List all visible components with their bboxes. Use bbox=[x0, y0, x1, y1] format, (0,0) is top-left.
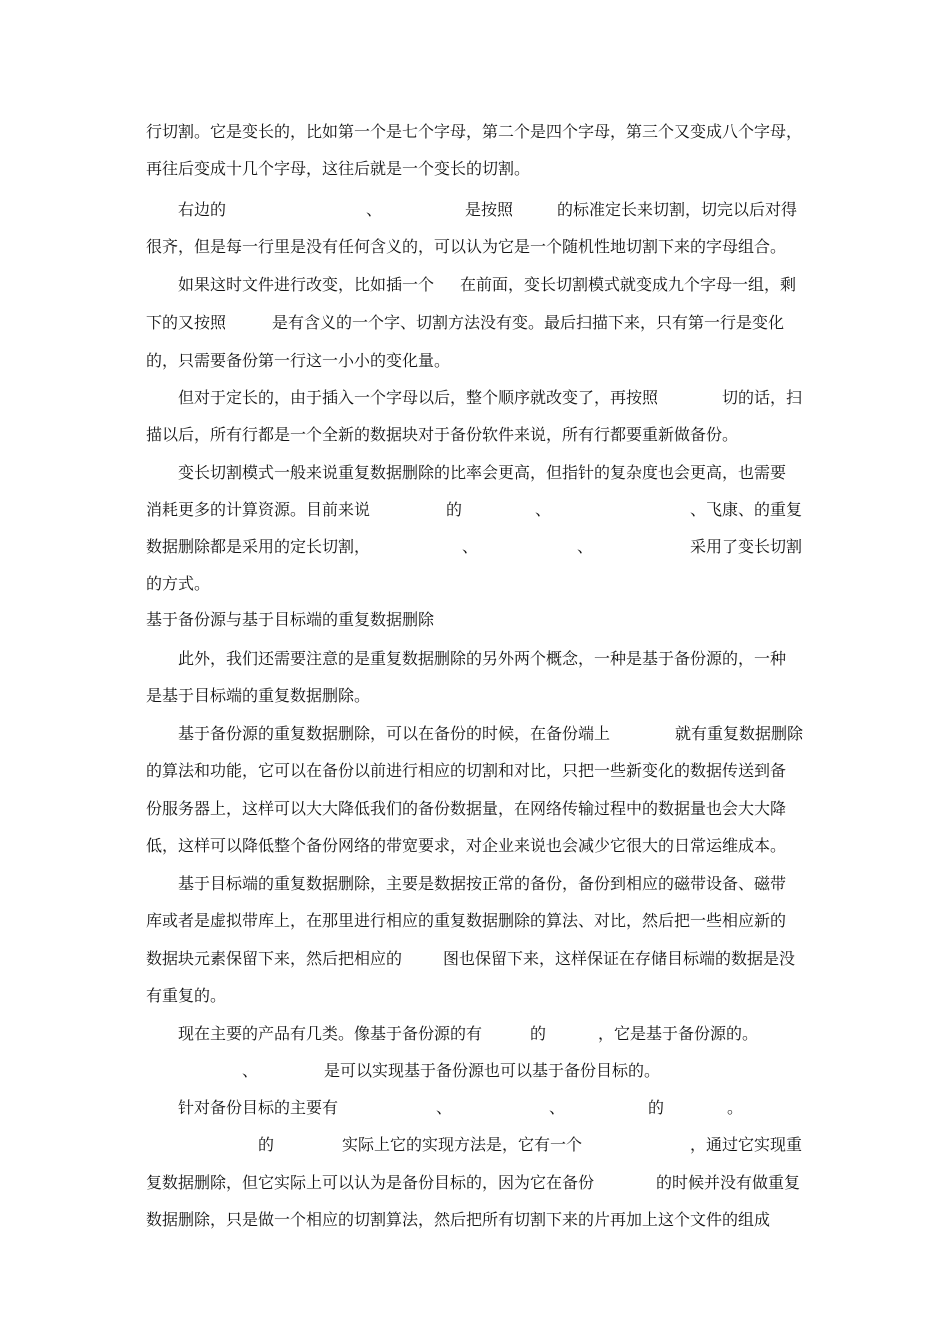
text-line bbox=[0, 570, 211, 598]
text-segment: 采用了变长切割 bbox=[690, 537, 803, 556]
text-segment: 数据删除，只是做一个相应的切割算法，然后把所有切割下来的片再加上这个文件的组成 bbox=[146, 1210, 771, 1229]
text-line bbox=[0, 1131, 803, 1159]
text-line bbox=[0, 832, 787, 860]
text-segment: 实际上它的实现方法是，它有一个 bbox=[342, 1135, 583, 1154]
text-line bbox=[0, 907, 787, 935]
text-line bbox=[0, 533, 803, 561]
text-segment: 再往后变成十几个字母，这往后就是一个变长的切割。 bbox=[146, 159, 531, 178]
text-line bbox=[0, 118, 803, 146]
text-segment: 描以后，所有行都是一个全新的数据块对于备份软件来说，所有行都要重新做备份。 bbox=[146, 425, 739, 444]
text-line bbox=[0, 645, 787, 673]
text-segment: 在前面，变长切割模式就变成九个字母一组，剩 bbox=[460, 275, 797, 294]
text-line bbox=[0, 155, 531, 183]
text-segment: 下的又按照 bbox=[146, 313, 227, 332]
text-segment: 、 bbox=[462, 537, 479, 556]
text-line bbox=[0, 309, 785, 337]
text-segment: 、 bbox=[366, 200, 383, 219]
text-segment: 是基于目标端的重复数据删除。 bbox=[146, 686, 371, 705]
section-heading-text: 基于备份源与基于目标端的重复数据删除 bbox=[146, 610, 435, 629]
text-segment: 针对备份目标的主要有 bbox=[178, 1098, 339, 1117]
text-line bbox=[0, 496, 803, 524]
text-line bbox=[0, 945, 796, 973]
text-segment: 数据删除都是采用的定长切割， bbox=[146, 537, 371, 556]
text-segment: ，通过它实现重 bbox=[690, 1135, 803, 1154]
text-segment: 的方式。 bbox=[146, 574, 211, 593]
text-segment: 变长切割模式一般来说重复数据删除的比率会更高，但指针的复杂度也会更高，也需要 bbox=[178, 463, 787, 482]
text-segment: 的，只需要备份第一行这一小小的变化量。 bbox=[146, 351, 451, 370]
text-segment: 有重复的。 bbox=[146, 986, 227, 1005]
text-segment: 份服务器上，这样可以大大降低我们的备份数据量，在网络传输过程中的数据量也会大大降 bbox=[146, 799, 787, 818]
text-segment: 消耗更多的计算资源。目前来说 bbox=[146, 500, 371, 519]
text-line bbox=[0, 1057, 661, 1085]
section-heading bbox=[0, 606, 435, 634]
text-segment: 的 bbox=[446, 500, 463, 519]
text-line bbox=[0, 233, 787, 261]
text-line bbox=[0, 1094, 744, 1122]
text-line bbox=[0, 1206, 771, 1234]
text-segment: ，它是基于备份源的。 bbox=[598, 1024, 759, 1043]
text-line bbox=[0, 1020, 759, 1048]
text-segment: 是按照 bbox=[465, 200, 514, 219]
text-line bbox=[0, 757, 787, 785]
text-segment: 的时候并没有做重复 bbox=[656, 1173, 801, 1192]
text-segment: 、 bbox=[549, 1098, 566, 1117]
text-line bbox=[0, 421, 739, 449]
text-segment: 。 bbox=[727, 1098, 744, 1117]
text-segment: 此外，我们还需要注意的是重复数据删除的另外两个概念，一种是基于备份源的，一种 bbox=[178, 649, 787, 668]
text-line bbox=[0, 682, 371, 710]
text-segment: 是可以实现基于备份源也可以基于备份目标的。 bbox=[324, 1061, 661, 1080]
text-segment: 的 bbox=[530, 1024, 547, 1043]
text-segment: 、 bbox=[436, 1098, 453, 1117]
text-line bbox=[0, 795, 787, 823]
text-segment: 低，这样可以降低整个备份网络的带宽要求，对企业来说也会减少它很大的日常运维成本。 bbox=[146, 836, 787, 855]
text-segment: 是有含义的一个字、切割方法没有变。最后扫描下来，只有第一行是变化 bbox=[272, 313, 785, 332]
text-segment: 右边的 bbox=[178, 200, 227, 219]
text-segment: 切的话，扫 bbox=[722, 388, 803, 407]
text-segment: 的 bbox=[648, 1098, 665, 1117]
text-line bbox=[0, 347, 451, 375]
text-segment: 基于目标端的重复数据删除，主要是数据按正常的备份，备份到相应的磁带设备、磁带 bbox=[178, 874, 787, 893]
text-line bbox=[0, 271, 797, 299]
text-segment: 、 bbox=[577, 537, 594, 556]
text-segment: 但对于定长的，由于插入一个字母以后，整个顺序就改变了，再按照 bbox=[178, 388, 659, 407]
text-segment: 的标准定长来切割，切完以后对得 bbox=[557, 200, 798, 219]
text-segment: 很齐，但是每一行里是没有任何含义的，可以认为它是一个随机性地切割下来的字母组合。 bbox=[146, 237, 787, 256]
text-segment: 的 bbox=[258, 1135, 275, 1154]
text-line bbox=[0, 982, 227, 1010]
text-segment: 就有重复数据删除 bbox=[675, 724, 804, 743]
text-segment: 图也保留下来，这样保证在存储目标端的数据是没 bbox=[443, 949, 796, 968]
text-segment: 、飞康、的重复 bbox=[690, 500, 803, 519]
text-segment: 现在主要的产品有几类。像基于备份源的有 bbox=[178, 1024, 483, 1043]
text-segment: 复数据删除，但它实际上可以认为是备份目标的，因为它在备份 bbox=[146, 1173, 595, 1192]
text-line bbox=[0, 870, 787, 898]
text-segment: 、 bbox=[242, 1061, 259, 1080]
text-segment: 的算法和功能，它可以在备份以前进行相应的切割和对比，只把一些新变化的数据传送到备 bbox=[146, 761, 787, 780]
text-segment: 如果这时文件进行改变，比如插一个 bbox=[178, 275, 435, 294]
text-line bbox=[0, 459, 787, 487]
text-segment: 数据块元素保留下来，然后把相应的 bbox=[146, 949, 403, 968]
text-line bbox=[0, 1169, 801, 1197]
text-segment: 库或者是虚拟带库上，在那里进行相应的重复数据删除的算法、对比，然后把一些相应新的 bbox=[146, 911, 787, 930]
text-segment: 行切割。它是变长的，比如第一个是七个字母，第二个是四个字母，第三个又变成八个字母， bbox=[146, 122, 803, 141]
text-line bbox=[0, 384, 803, 412]
text-line bbox=[0, 196, 798, 224]
text-line bbox=[0, 720, 804, 748]
text-segment: 基于备份源的重复数据删除，可以在备份的时候，在备份端上 bbox=[178, 724, 611, 743]
text-segment: 、 bbox=[535, 500, 552, 519]
